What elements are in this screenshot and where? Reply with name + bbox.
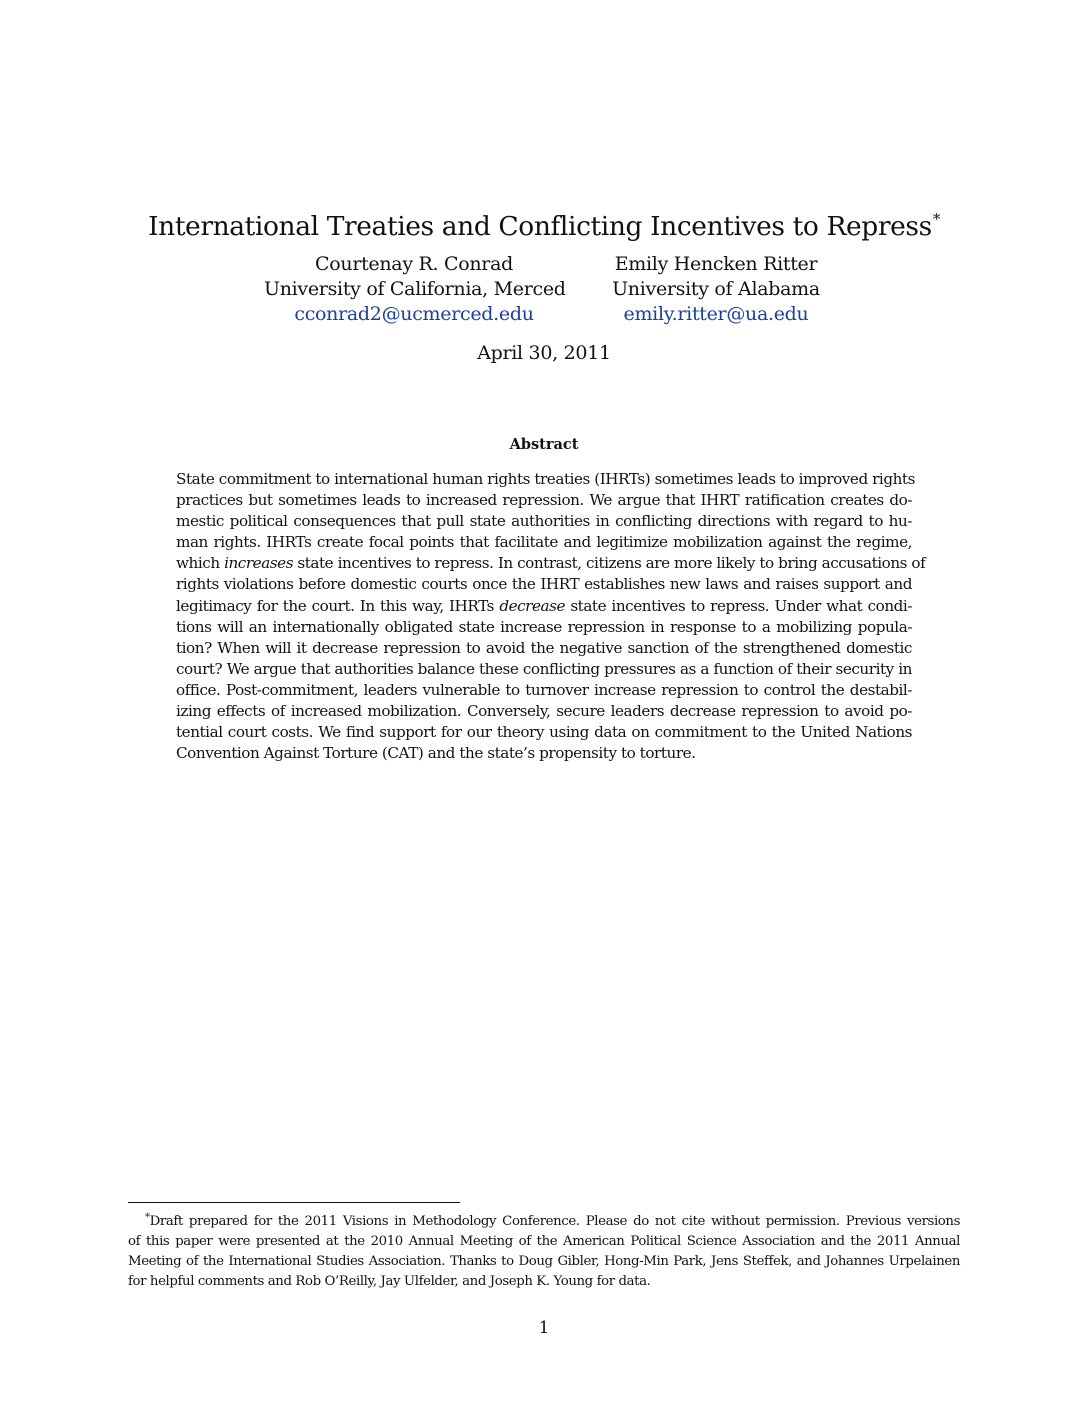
- abstract-line: izing effects of increased mobilization. Conversely, secure leaders decrease repression to avoid po-: [176, 702, 912, 721]
- abstract-line: court? We argue that authorities balance these conflicting pressures as a function of their security in: [176, 659, 912, 678]
- footnote-line: [128, 1208, 960, 1232]
- footnote-line: Meeting of the International Studies Association. Thanks to Doug Gibler, Hong-Min Park, Jens Steffek, and Johannes Urpelainen: [128, 1254, 960, 1269]
- abstract-emphasis: decrease: [499, 596, 566, 615]
- abstract-heading: Abstract: [509, 436, 579, 453]
- paper-title-text: International Treaties and Conflicting Incentives to Repress: [148, 210, 932, 242]
- author-name: Emily Hencken Ritter: [614, 253, 818, 275]
- abstract-line: practices but sometimes leads to increased repression. We argue that IHRT ratification creates do-: [176, 491, 912, 510]
- abstract-text: legitimacy for the court. In this way, IHRTs: [176, 596, 500, 615]
- abstract-line: man rights. IHRTs create focal points that facilitate and legitimize mobilization against the regime,: [176, 533, 912, 552]
- author-email-link[interactable]: emily.ritter@ua.edu: [623, 303, 809, 325]
- abstract-line: Convention Against Torture (CAT) and the state’s propensity to torture.: [176, 744, 696, 763]
- abstract-line: [176, 553, 926, 574]
- abstract-text: state incentives to repress. In contrast, citizens are more likely to bring accusations of: [293, 554, 926, 573]
- author-block-ritter: [610, 252, 822, 327]
- footnote-line: for helpful comments and Rob O’Reilly, Jay Ulfelder, and Joseph K. Young for data.: [128, 1274, 651, 1289]
- page-number: 1: [538, 1318, 550, 1338]
- abstract-line: rights violations before domestic courts once the IHRT establishes new laws and raises support and: [176, 575, 912, 594]
- abstract-text: which: [176, 554, 225, 573]
- abstract-text: state incentives to repress. Under what condi-: [565, 596, 913, 615]
- abstract-line: tions will an internationally obligated state increase repression in response to a mobilizing popula-: [176, 617, 912, 636]
- abstract-emphasis: increases: [224, 554, 294, 573]
- abstract-line: office. Post-commitment, leaders vulnerable to turnover increase repression to control the destabil-: [176, 680, 912, 699]
- author-name: Courtenay R. Conrad: [315, 253, 513, 275]
- abstract-line: tential court costs. We find support for our theory using data on commitment to the United Nations: [176, 723, 912, 742]
- abstract-line: tion? When will it decrease repression to avoid the negative sanction of the strengthened domestic: [176, 638, 912, 657]
- abstract-line: State commitment to international human rights treaties (IHRTs) sometimes leads to improved rights: [176, 470, 915, 488]
- publication-date: April 30, 2011: [477, 342, 611, 364]
- author-affiliation: University of California, Merced: [264, 278, 566, 300]
- footnote-text: Draft prepared for the 2011 Visions in Methodology Conference. Please do not cite without permission. Previous versions: [149, 1214, 960, 1229]
- author-block-conrad: [264, 252, 564, 327]
- abstract-body: [176, 469, 926, 764]
- footnote-line: of this paper were presented at the 2010 Annual Meeting of the American Political Science Association and the 2011 Annual: [128, 1234, 960, 1249]
- author-affiliation: University of Alabama: [612, 278, 820, 300]
- paper-title: [0, 210, 1088, 242]
- abstract-line: mestic political consequences that pull state authorities in conflicting directions with regard to hu-: [176, 512, 912, 531]
- footnote-marker: *: [145, 1212, 150, 1223]
- footnote: [128, 1208, 960, 1292]
- title-footnote-marker[interactable]: *: [932, 209, 940, 228]
- author-email-link[interactable]: cconrad2@ucmerced.edu: [294, 303, 534, 325]
- abstract-line: [176, 596, 912, 617]
- footnote-divider: [128, 1202, 460, 1203]
